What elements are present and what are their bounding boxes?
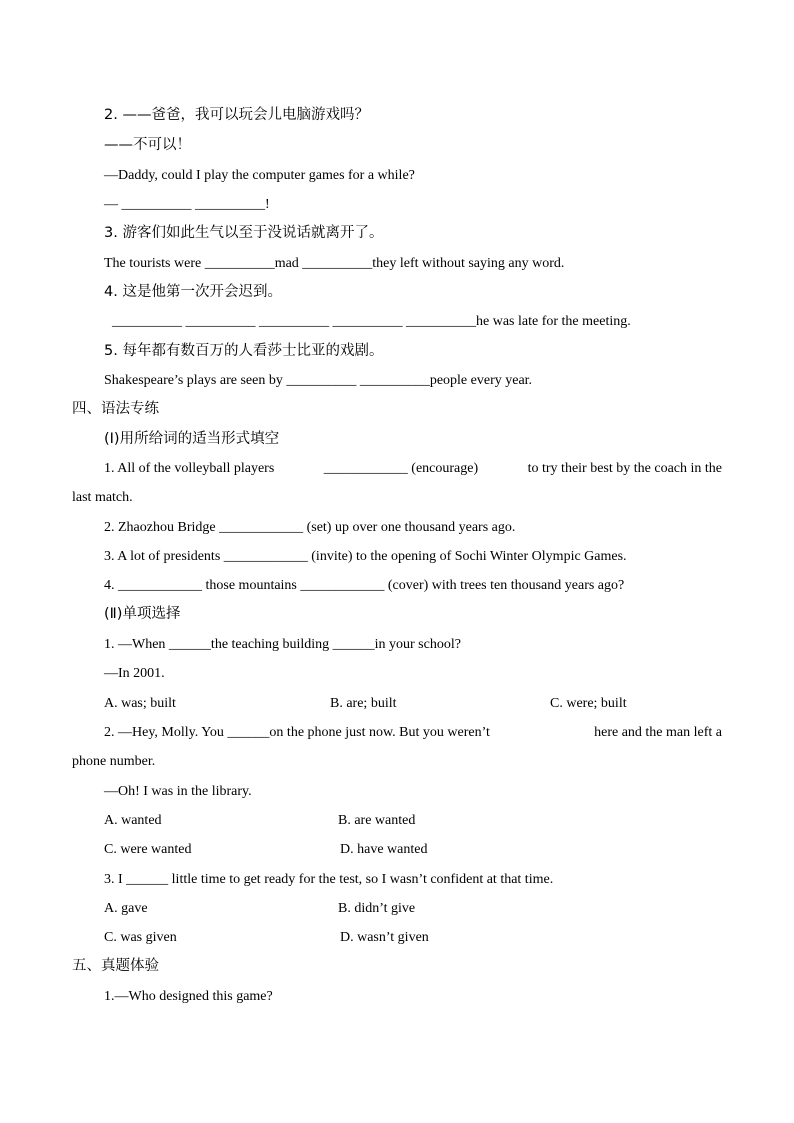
part2-q2-options-cd (104, 841, 427, 859)
section4-heading: 四、语法专练 (72, 401, 159, 417)
part2-heading: (Ⅱ)单项选择 (104, 606, 181, 622)
part1-q1-segment: 1. All of the volleyball players (104, 461, 275, 476)
part1-q1-segment: to try their best by the coach in the (527, 461, 722, 476)
option-b: B. didn’t give (338, 901, 416, 916)
part1-q1-segment: ____________ (encourage) (323, 461, 479, 476)
part2-q3-stem: 3. I ______ little time to get ready for the test, so I wasn’t confident at that time. (104, 872, 554, 887)
option-d: D. wasn’t given (340, 930, 429, 945)
part1-q1-line2: last match. (72, 490, 133, 505)
option-a: A. wanted (104, 813, 162, 828)
part1-q3: 3. A lot of presidents ____________ (invite) to the opening of Sochi Winter Olympic Games. (104, 549, 627, 564)
option-a: A. gave (104, 901, 148, 916)
part2-q2-line1 (104, 724, 722, 742)
part2-q2-reply: —Oh! I was in the library. (104, 784, 252, 799)
part2-q2-segment: 2. —Hey, Molly. You ______on the phone just now. But you weren’t (104, 725, 490, 740)
option-c: C. were wanted (104, 842, 192, 857)
part1-heading: (Ⅰ)用所给词的适当形式填空 (104, 431, 280, 447)
item5-chinese: 5. 每年都有数百万的人看莎士比亚的戏剧。 (104, 343, 384, 359)
section5-q1: 1.—Who designed this game? (104, 989, 273, 1004)
option-c: C. was given (104, 930, 177, 945)
item5-english: Shakespeare’s plays are seen by __________ __________people every year. (104, 373, 533, 388)
item2-english-answer: — __________ __________! (104, 197, 270, 212)
part2-q1-options (104, 695, 627, 713)
part2-q2-segment: here and the man left a (594, 725, 722, 740)
part2-q1-answer-line: —In 2001. (104, 666, 165, 681)
option-b: B. are wanted (338, 813, 416, 828)
option-d: D. have wanted (340, 842, 428, 857)
item3-chinese: 3. 游客们如此生气以至于没说话就离开了。 (104, 225, 384, 241)
item4-english: __________ __________ __________ __________ __________he was late for the meeting. (112, 314, 631, 329)
part2-q2-line2: phone number. (72, 754, 156, 769)
item2-chinese-answer: ——不可以！ (104, 137, 191, 153)
option-c: C. were; built (550, 696, 627, 711)
item2-english-question: —Daddy, could I play the computer games for a while? (104, 168, 415, 183)
part2-q3-options-cd (104, 929, 429, 947)
item4-chinese: 4. 这是他第一次开会迟到。 (104, 284, 282, 300)
part2-q1-stem: 1. —When ______the teaching building ______in your school? (104, 637, 461, 652)
item3-english: The tourists were __________mad __________they left without saying any word. (104, 256, 565, 271)
part1-q2: 2. Zhaozhou Bridge ____________ (set) up over one thousand years ago. (104, 520, 516, 535)
option-a: A. was; built (104, 696, 176, 711)
item2-chinese-question: 2. ——爸爸，我可以玩会儿电脑游戏吗？ (104, 107, 369, 123)
part1-q4: 4. ____________ those mountains ____________ (cover) with trees ten thousand years ago? (104, 578, 625, 593)
part2-q3-options-ab (104, 900, 415, 918)
part2-q2-options-ab (104, 812, 415, 830)
part1-q1-line1 (104, 460, 722, 478)
section5-heading: 五、真题体验 (72, 958, 159, 974)
option-b: B. are; built (330, 696, 397, 711)
